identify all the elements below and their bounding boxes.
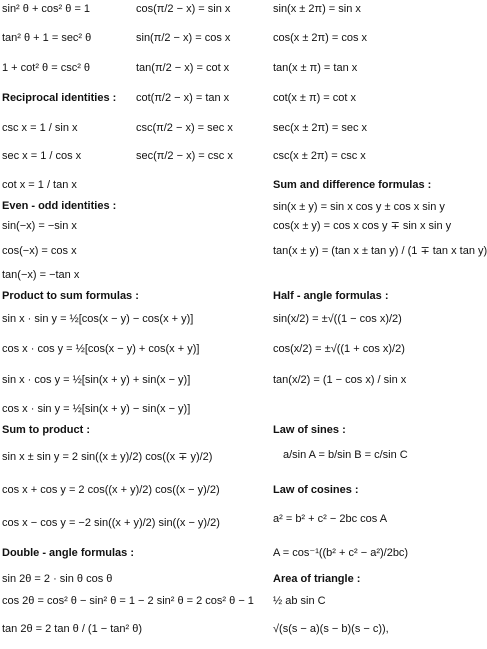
- sum-to-product-3: cos x − cos y = −2 sin((x + y)/2) sin((x − y)/2): [2, 517, 220, 529]
- sum-difference-sin: sin(x ± y) = sin x cos y ± cos x sin y: [273, 201, 445, 213]
- reciprocal-identity-cot: cot x = 1 / tan x: [2, 179, 77, 191]
- product-to-sum-3: sin x · cos y = ½[sin(x + y) + sin(x − y)]: [2, 374, 191, 386]
- double-angle-3: tan 2θ = 2 tan θ / (1 − tan² θ): [2, 623, 143, 635]
- periodicity-identity-5: sec(x ± 2π) = sec x: [273, 122, 368, 134]
- product-to-sum-4: cos x · sin y = ½[sin(x + y) − sin(x − y)]: [2, 403, 191, 415]
- product-to-sum-heading: Product to sum formulas :: [2, 290, 139, 302]
- pythagorean-identity-3: 1 + cot² θ = csc² θ: [2, 62, 91, 74]
- law-of-sines-heading: Law of sines :: [273, 424, 346, 436]
- reciprocal-identity-sec: sec x = 1 / cos x: [2, 150, 82, 162]
- half-angle-sin: sin(x/2) = ±√((1 − cos x)/2): [273, 313, 402, 325]
- reciprocal-identity-csc: csc x = 1 / sin x: [2, 122, 78, 134]
- area-of-triangle-heading: Area of triangle :: [273, 573, 361, 585]
- even-odd-identity-tan: tan(−x) = −tan x: [2, 269, 80, 281]
- area-of-triangle-sine: ½ ab sin C: [273, 595, 326, 607]
- product-to-sum-1: sin x · sin y = ½[cos(x − y) − cos(x + y)]: [2, 313, 194, 325]
- sum-to-product-1: sin x ± sin y = 2 sin((x ± y)/2) cos((x ∓ y)/2): [2, 451, 213, 463]
- law-of-sines-formula: a/sin A = b/sin B = c/sin C: [283, 449, 408, 461]
- sum-to-product-heading: Sum to product :: [2, 424, 90, 436]
- double-angle-heading: Double - angle formulas :: [2, 547, 135, 559]
- pythagorean-identity-1: sin² θ + cos² θ = 1: [2, 3, 91, 15]
- periodicity-identity-1: sin(x ± 2π) = sin x: [273, 3, 361, 15]
- double-angle-2: cos 2θ = cos² θ − sin² θ = 1 − 2 sin² θ = 2 cos² θ − 1: [2, 595, 254, 607]
- cofunction-identity-4: cot(π/2 − x) = tan x: [136, 92, 230, 104]
- half-angle-heading: Half - angle formulas :: [273, 290, 389, 302]
- sum-to-product-2: cos x + cos y = 2 cos((x + y)/2) cos((x − y)/2): [2, 484, 220, 496]
- half-angle-cos: cos(x/2) = ±√((1 + cos x)/2): [273, 343, 405, 355]
- even-odd-identity-cos: cos(−x) = cos x: [2, 245, 77, 257]
- cofunction-identity-5: csc(π/2 − x) = sec x: [136, 122, 233, 134]
- sum-difference-tan: tan(x ± y) = (tan x ± tan y) / (1 ∓ tan x tan y): [273, 245, 487, 257]
- cofunction-identity-1: cos(π/2 − x) = sin x: [136, 3, 231, 15]
- law-of-cosines-heading: Law of cosines :: [273, 484, 359, 496]
- reciprocal-identities-heading: Reciprocal identities :: [2, 92, 117, 104]
- law-of-cosines-angle: A = cos⁻¹((b² + c² − a²)/2bc): [273, 547, 409, 559]
- periodicity-identity-6: csc(x ± 2π) = csc x: [273, 150, 366, 162]
- sum-difference-cos: cos(x ± y) = cos x cos y ∓ sin x sin y: [273, 220, 452, 232]
- periodicity-identity-2: cos(x ± 2π) = cos x: [273, 32, 368, 44]
- even-odd-identities-heading: Even - odd identities :: [2, 200, 117, 212]
- product-to-sum-2: cos x · cos y = ½[cos(x − y) + cos(x + y)]: [2, 343, 200, 355]
- double-angle-1: sin 2θ = 2 · sin θ cos θ: [2, 573, 113, 585]
- sum-difference-heading: Sum and difference formulas :: [273, 179, 432, 191]
- periodicity-identity-4: cot(x ± π) = cot x: [273, 92, 357, 104]
- law-of-cosines-side: a² = b² + c² − 2bc cos A: [273, 513, 388, 525]
- periodicity-identity-3: tan(x ± π) = tan x: [273, 62, 358, 74]
- half-angle-tan: tan(x/2) = (1 − cos x) / sin x: [273, 374, 407, 386]
- pythagorean-identity-2: tan² θ + 1 = sec² θ: [2, 32, 92, 44]
- cofunction-identity-6: sec(π/2 − x) = csc x: [136, 150, 233, 162]
- even-odd-identity-sin: sin(−x) = −sin x: [2, 220, 77, 232]
- area-of-triangle-heron: √(s(s − a)(s − b)(s − c)),: [273, 623, 389, 635]
- cofunction-identity-2: sin(π/2 − x) = cos x: [136, 32, 231, 44]
- cofunction-identity-3: tan(π/2 − x) = cot x: [136, 62, 230, 74]
